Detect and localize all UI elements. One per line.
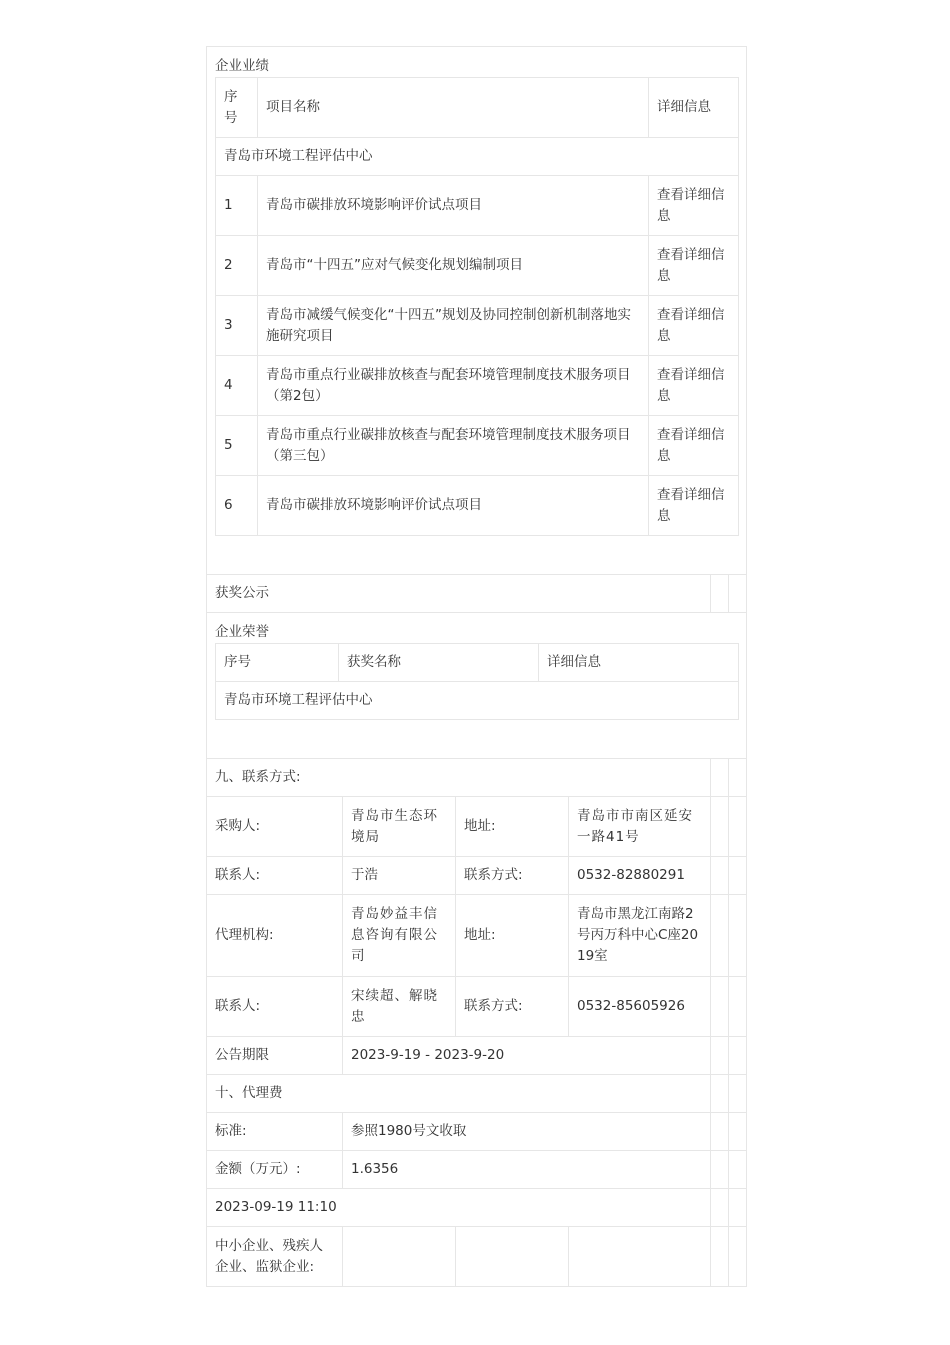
buyer-address-label: 地址: <box>456 797 569 857</box>
agency-phone-label: 联系方式: <box>456 977 569 1037</box>
performance-title: 企业业绩 <box>215 58 269 74</box>
agency-phone-value: 0532-85605926 <box>569 977 711 1037</box>
detail-link[interactable]: 查看详细信息 <box>649 416 739 476</box>
fee-amount-value: 1.6356 <box>343 1151 711 1189</box>
period-label: 公告期限 <box>207 1037 343 1075</box>
buyer-address-value: 青岛市市南区延安一路41号 <box>569 797 711 857</box>
table-row <box>216 416 739 476</box>
row-no: 6 <box>216 476 258 536</box>
performance-section <box>207 47 747 575</box>
row-no: 5 <box>216 416 258 476</box>
agency-value: 青岛妙益丰信息咨询有限公司 <box>343 895 456 977</box>
row-name: 青岛市重点行业碳排放核查与配套环境管理制度技术服务项目（第三包） <box>258 416 649 476</box>
awards-section-title: 获奖公示 <box>207 575 711 613</box>
agency-address-value: 青岛市黑龙江南路2号丙万科中心C座2019室 <box>569 895 711 977</box>
publish-timestamp: 2023-09-19 11:10 <box>207 1189 711 1227</box>
row-name: 青岛市减缓气候变化“十四五”规划及协同控制创新机制落地实施研究项目 <box>258 296 649 356</box>
table-row <box>216 476 739 536</box>
announcement-table <box>206 46 747 1287</box>
table-row <box>216 296 739 356</box>
agency-address-label: 地址: <box>456 895 569 977</box>
detail-link[interactable]: 查看详细信息 <box>649 296 739 356</box>
agency-contact-value: 宋续超、解晓忠 <box>343 977 456 1037</box>
awards-section <box>207 613 747 759</box>
buyer-phone-value: 0532-82880291 <box>569 857 711 895</box>
header-detail: 详细信息 <box>539 644 739 682</box>
fee-standard-value: 参照1980号文收取 <box>343 1113 711 1151</box>
period-value: 2023-9-19 - 2023-9-20 <box>343 1037 711 1075</box>
document-page <box>206 46 746 1287</box>
header-detail: 详细信息 <box>649 78 739 138</box>
row-no: 1 <box>216 176 258 236</box>
detail-link[interactable]: 查看详细信息 <box>649 356 739 416</box>
performance-company: 青岛市环境工程评估中心 <box>216 138 739 176</box>
header-award: 获奖名称 <box>339 644 539 682</box>
table-row <box>216 236 739 296</box>
row-name: 青岛市重点行业碳排放核查与配套环境管理制度技术服务项目（第2包） <box>258 356 649 416</box>
performance-table <box>215 77 739 536</box>
row-name: 青岛市碳排放环境影响评价试点项目 <box>258 176 649 236</box>
buyer-label: 采购人: <box>207 797 343 857</box>
fee-section-title: 十、代理费 <box>207 1075 711 1113</box>
header-no: 序号 <box>216 78 258 138</box>
fee-amount-label: 金额（万元）: <box>207 1151 343 1189</box>
buyer-value: 青岛市生态环境局 <box>343 797 456 857</box>
row-no: 3 <box>216 296 258 356</box>
detail-link[interactable]: 查看详细信息 <box>649 476 739 536</box>
agency-label: 代理机构: <box>207 895 343 977</box>
table-row <box>216 356 739 416</box>
sme-label: 中小企业、残疾人企业、监狱企业: <box>207 1227 343 1287</box>
buyer-contact-label: 联系人: <box>207 857 343 895</box>
buyer-phone-label: 联系方式: <box>456 857 569 895</box>
fee-standard-label: 标准: <box>207 1113 343 1151</box>
header-no: 序号 <box>216 644 339 682</box>
detail-link[interactable]: 查看详细信息 <box>649 236 739 296</box>
awards-table <box>215 643 739 720</box>
table-row <box>216 176 739 236</box>
header-name: 项目名称 <box>258 78 649 138</box>
detail-link[interactable]: 查看详细信息 <box>649 176 739 236</box>
awards-company: 青岛市环境工程评估中心 <box>216 682 739 720</box>
awards-title: 企业荣誉 <box>215 624 269 640</box>
row-name: 青岛市碳排放环境影响评价试点项目 <box>258 476 649 536</box>
agency-contact-label: 联系人: <box>207 977 343 1037</box>
buyer-contact-value: 于浩 <box>343 857 456 895</box>
row-no: 2 <box>216 236 258 296</box>
row-no: 4 <box>216 356 258 416</box>
row-name: 青岛市“十四五”应对气候变化规划编制项目 <box>258 236 649 296</box>
contact-section-title: 九、联系方式: <box>207 759 711 797</box>
